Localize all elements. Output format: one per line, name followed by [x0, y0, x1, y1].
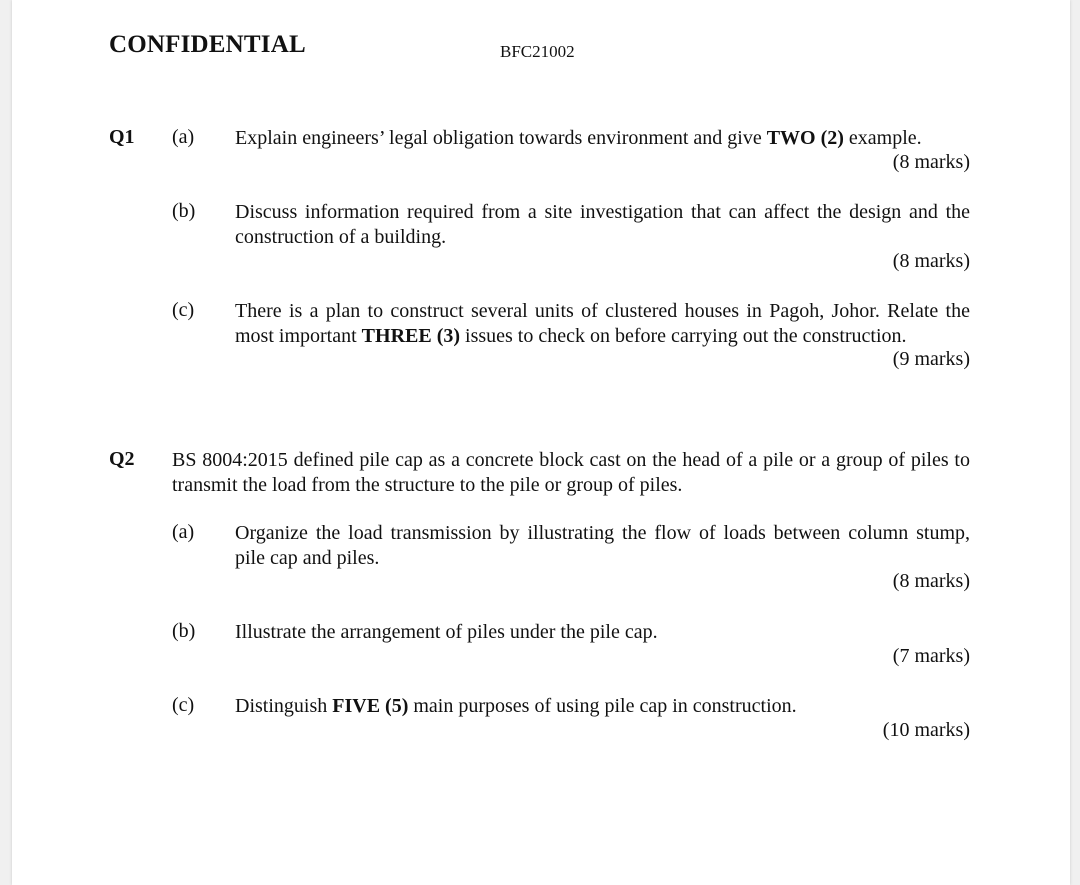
- q1-b-marks: (8 marks): [892, 250, 970, 272]
- q1-a-label: (a): [172, 126, 195, 148]
- q2-a-label: (a): [172, 521, 195, 543]
- q2-c-text: Distinguish FIVE (5) main purposes of using pile cap in construction.: [235, 695, 797, 717]
- q1-c-text: There is a plan to construct several units of clustered houses in Pagoh, Johor. Relate the most important THREE (3) issues to check on before carrying out the construction.: [235, 300, 970, 347]
- confidential-header: CONFIDENTIAL: [109, 31, 306, 58]
- q2-c-label: (c): [172, 694, 195, 716]
- q2-b-label: (b): [172, 620, 196, 642]
- q1-a-marks: (8 marks): [892, 151, 970, 173]
- q2-b-text: Illustrate the arrangement of piles under the pile cap.: [235, 621, 658, 643]
- exam-page: [12, 0, 1070, 885]
- question-number-q1: Q1: [109, 126, 135, 148]
- q2-a-marks: (8 marks): [892, 570, 970, 592]
- question-number-q2: Q2: [109, 448, 135, 470]
- q1-c-marks: (9 marks): [892, 348, 970, 370]
- q2-c-marks: (10 marks): [882, 719, 970, 741]
- q1-b-text: Discuss information required from a site investigation that can affect the design and the construction of a building.: [235, 201, 970, 248]
- course-code: BFC21002: [500, 42, 575, 61]
- q2-a-text: Organize the load transmission by illustrating the flow of loads between column stump, pile cap and piles.: [235, 522, 970, 569]
- q2-b-marks: (7 marks): [892, 645, 970, 667]
- q1-a-text: Explain engineers’ legal obligation towards environment and give TWO (2) example.: [235, 127, 922, 149]
- q1-b-label: (b): [172, 200, 196, 222]
- q2-intro-text: BS 8004:2015 defined pile cap as a concrete block cast on the head of a pile or a group of piles to transmit the load from the structure to the pile or group of piles.: [172, 449, 970, 496]
- q1-c-label: (c): [172, 299, 195, 321]
